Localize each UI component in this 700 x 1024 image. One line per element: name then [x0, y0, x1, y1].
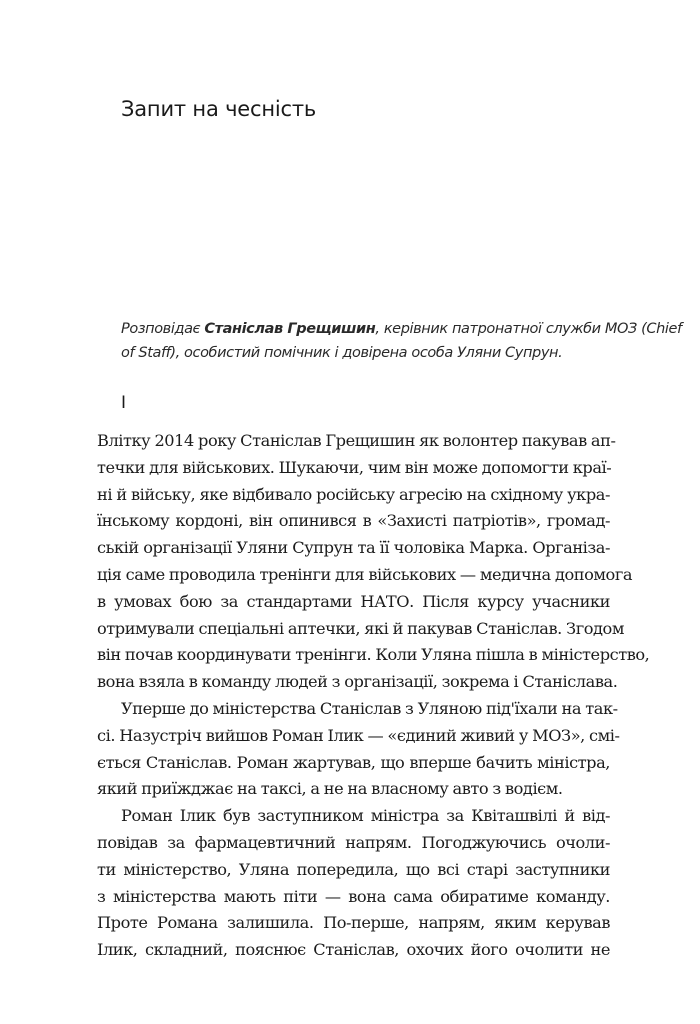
body-line: з міністерства мають піти — вона сама обиратиме команду. — [97, 886, 610, 906]
body-line: Роман Ілик був заступником міністра за Квіташвілі й від- — [121, 806, 610, 826]
body-line: їнському кордоні, він опинився в «Захисті патріотів», громад- — [97, 511, 610, 531]
section-number: I — [121, 393, 127, 413]
epigraph-suffix: , керівник патронатної служби МОЗ (Chief — [375, 321, 682, 337]
body-line: ється Станіслав. Роман жартував, що вперше бачить міністра, — [97, 752, 610, 772]
body-line: отримували спеціальні аптечки, які й пакував Станіслав. Згодом — [97, 618, 624, 638]
body-line: Уперше до міністерства Станіслав з Уляною під'їхали на так- — [121, 698, 618, 718]
body-line: течки для військових. Шукаючи, чим він може допомогти краї- — [97, 457, 612, 477]
epigraph-line-1 — [121, 317, 682, 341]
body-line: він почав координувати тренінги. Коли Уляна пішла в міністерство, — [97, 645, 650, 665]
body-line: вона взяла в команду людей з організації, зокрема і Станіслава. — [97, 672, 618, 692]
chapter-title: Запит на чесність — [121, 97, 317, 121]
body-line: Проте Романа залишила. По-перше, напрям, яким керував — [97, 913, 610, 933]
body-line: сі. Назустріч вийшов Роман Ілик — «єдиний живий у МОЗ», смі- — [97, 725, 620, 745]
body-line: ти міністерство, Уляна попередила, що всі старі заступники — [97, 859, 610, 879]
epigraph-line-2: of Staff), особистий помічник і довірена особа Уляни Супрун. — [121, 345, 563, 361]
body-line: в умовах бою за стандартами НАТО. Після курсу учасники — [97, 591, 610, 611]
body-line: який приїжджає на таксі, а не на власному авто з водієм. — [97, 779, 563, 799]
body-line: повідав за фармацевтичний напрям. Погоджуючись очоли- — [97, 832, 610, 852]
body-line: ція саме проводила тренінги для військових — медична допомога — [97, 564, 633, 584]
epigraph-prefix: Розповідає — [121, 321, 205, 337]
epigraph — [121, 317, 682, 365]
body-text — [97, 428, 650, 964]
body-line: Ілик, складний, пояснює Станіслав, охочих його очолити не — [97, 940, 610, 960]
body-line: Влітку 2014 року Станіслав Грещишин як волонтер пакував ап- — [97, 431, 616, 450]
body-line: ській організації Уляни Супрун та її чоловіка Марка. Організа- — [97, 538, 610, 558]
narrator-name: Станіслав Грещишин — [204, 321, 376, 337]
body-line: ні й війську, яке відбивало російську агресію на східному укра- — [97, 484, 610, 504]
